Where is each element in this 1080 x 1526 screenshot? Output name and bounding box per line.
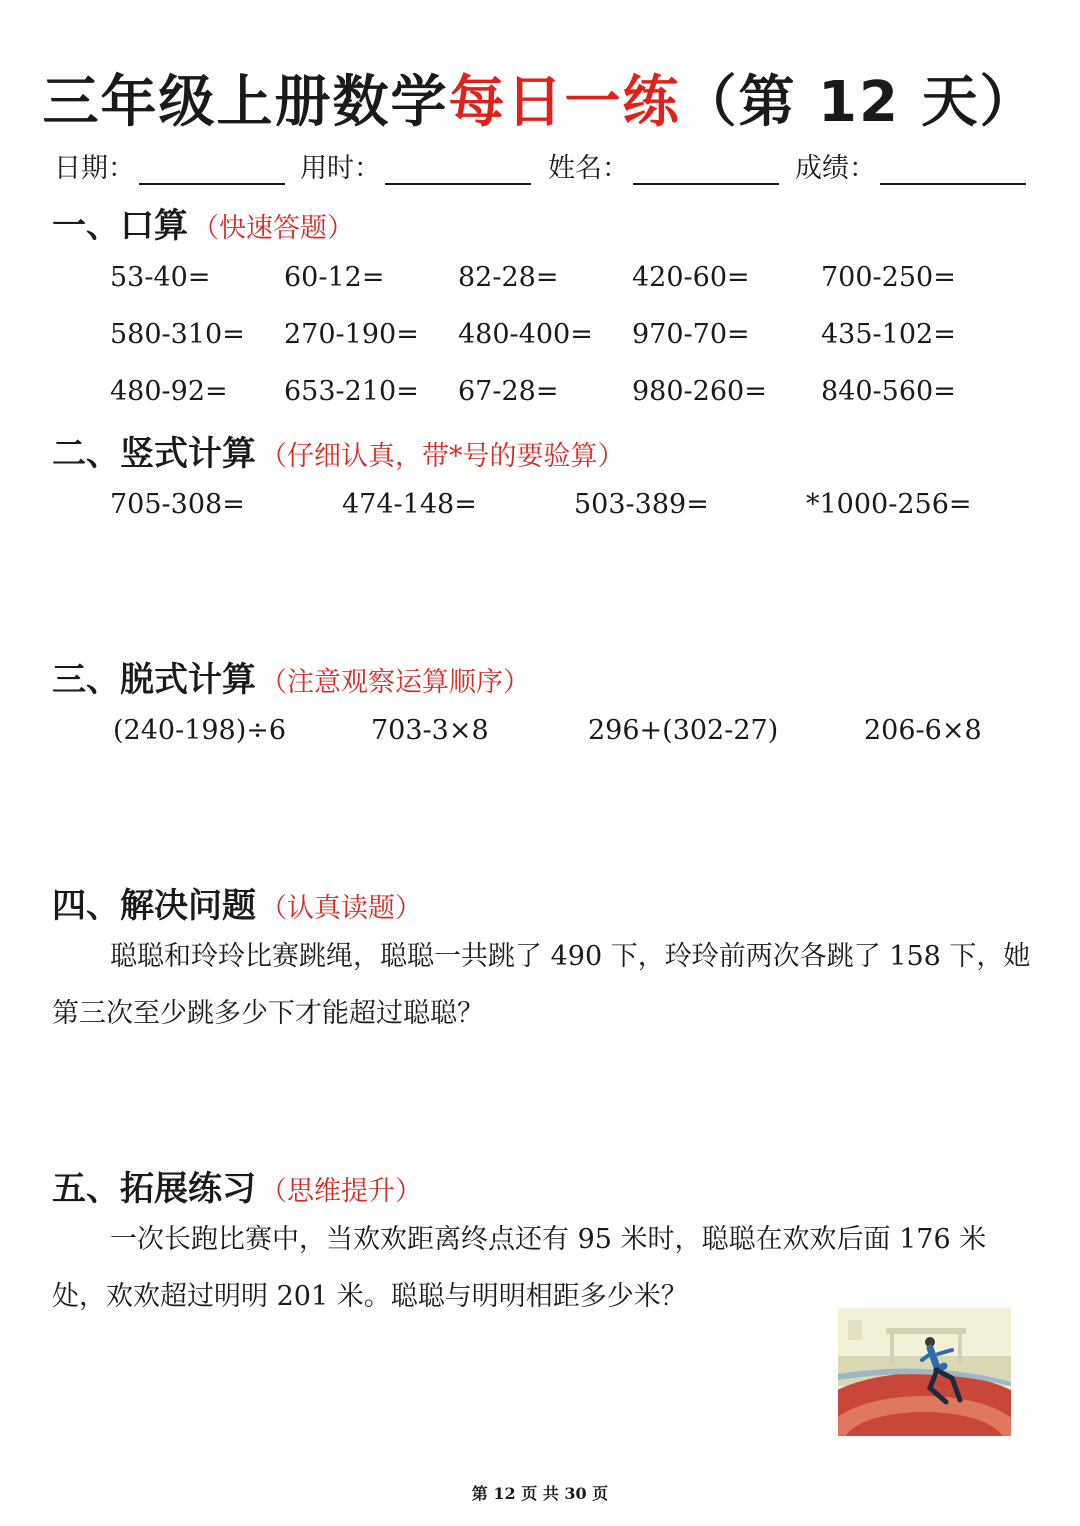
oral-problem: 67-28= [458, 376, 559, 407]
oral-problem: 420-60= [632, 262, 750, 293]
vertical-problem: *1000-256= [806, 489, 972, 520]
section-hint: （仔细认真，带*号的要验算） [260, 441, 625, 472]
oral-problem: 82-28= [458, 262, 559, 293]
page-number: 第 12 页 共 30 页 [471, 1484, 609, 1503]
section-stepwise-heading [52, 652, 530, 701]
section-oral-heading [52, 198, 354, 247]
title-day: （第 12 天） [680, 70, 1038, 135]
section-title: 二、竖式计算 [52, 434, 256, 474]
stepwise-problem: 296+(302-27) [588, 715, 779, 746]
oral-problem: 980-260= [632, 376, 767, 407]
oral-problem: 840-560= [821, 376, 956, 407]
vertical-problem: 705-308= [110, 489, 245, 520]
date-field[interactable] [54, 146, 285, 185]
title-highlight: 每日一练 [448, 70, 681, 135]
word-problem [52, 928, 1032, 1042]
name-blank[interactable] [633, 153, 779, 185]
time-label: 用时： [300, 153, 381, 184]
oral-problem: 653-210= [284, 376, 419, 407]
stepwise-problem: (240-198)÷6 [113, 715, 287, 746]
oral-problem: 970-70= [632, 319, 750, 350]
section-title: 三、脱式计算 [52, 660, 256, 700]
oral-problem: 480-400= [458, 319, 593, 350]
vertical-problem: 474-148= [342, 489, 477, 520]
score-field[interactable] [795, 146, 1026, 185]
oral-problem: 60-12= [284, 262, 385, 293]
section-title: 一、口算 [52, 206, 188, 246]
section-problem-heading [52, 878, 422, 927]
stepwise-problem: 703-3×8 [371, 715, 489, 746]
date-blank[interactable] [139, 153, 285, 185]
oral-problem: 480-92= [110, 376, 228, 407]
section-title: 五、拓展练习 [52, 1169, 256, 1209]
runner-illustration [838, 1308, 1011, 1436]
section-hint: （思维提升） [260, 1176, 422, 1207]
stepwise-problem: 206-6×8 [864, 715, 982, 746]
name-field[interactable] [548, 146, 779, 185]
vertical-problem: 503-389= [574, 489, 709, 520]
section-extension-heading [52, 1161, 422, 1210]
section-hint: （认真读题） [260, 893, 422, 924]
score-label: 成绩： [795, 153, 876, 184]
oral-problem: 270-190= [284, 319, 419, 350]
page-title [0, 58, 1080, 138]
section-title: 四、解决问题 [52, 886, 256, 926]
section-hint: （快速答题） [192, 213, 354, 244]
time-field[interactable] [300, 146, 531, 185]
oral-problem: 580-310= [110, 319, 245, 350]
section-hint: （注意观察运算顺序） [260, 667, 530, 698]
date-label: 日期： [54, 153, 135, 184]
time-blank[interactable] [385, 153, 531, 185]
extension-problem-text: 一次长跑比赛中，当欢欢距离终点还有 95 米时，聪聪在欢欢后面 176 米处，欢欢超过明明 201 米。聪聪与明明相距多少米？ [52, 1224, 987, 1312]
word-problem-text: 聪聪和玲玲比赛跳绳，聪聪一共跳了 490 下，玲玲前两次各跳了 158 下，她第三次至少跳多少下才能超过聪聪？ [52, 941, 1031, 1029]
name-label: 姓名： [548, 153, 629, 184]
oral-problem: 700-250= [821, 262, 956, 293]
title-main: 三年级上册数学 [42, 70, 449, 135]
info-fields [54, 146, 1030, 186]
oral-problem: 435-102= [821, 319, 956, 350]
oral-problem: 53-40= [110, 262, 211, 293]
score-blank[interactable] [880, 153, 1026, 185]
section-vertical-heading [52, 426, 625, 475]
